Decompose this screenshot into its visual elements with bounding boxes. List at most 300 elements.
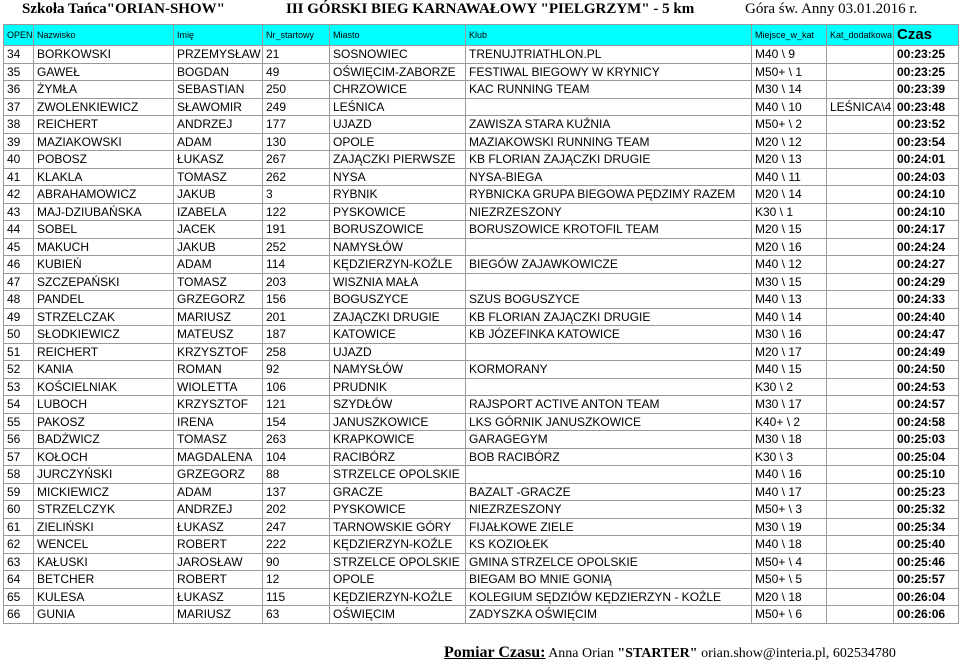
cell-open: 57: [4, 448, 34, 466]
cell-miejsce-w-kat: K30 \ 1: [752, 203, 827, 221]
cell-miasto: BORUSZOWICE: [330, 221, 466, 239]
cell-nazwisko: KANIA: [34, 361, 174, 379]
cell-nazwisko: GUNIA: [34, 606, 174, 624]
cell-miasto: STRZELCE OPOLSKIE: [330, 466, 466, 484]
cell-nazwisko: BETCHER: [34, 571, 174, 589]
cell-nr-startowy: 121: [263, 396, 330, 414]
cell-nr-startowy: 3: [263, 186, 330, 204]
cell-klub: ZAWISZA STARA KUŹNIA: [466, 116, 752, 134]
cell-miasto: NAMYSŁÓW: [330, 238, 466, 256]
cell-nr-startowy: 249: [263, 98, 330, 116]
cell-miasto: GRACZE: [330, 483, 466, 501]
cell-klub: MAZIAKOWSKI RUNNING TEAM: [466, 133, 752, 151]
table-row: [4, 553, 959, 571]
cell-czas: 00:24:03: [894, 168, 959, 186]
cell-kat-dodatkowa: [827, 63, 894, 81]
table-row: [4, 273, 959, 291]
cell-czas: 00:24:10: [894, 203, 959, 221]
cell-nr-startowy: 250: [263, 81, 330, 99]
cell-miejsce-w-kat: K30 \ 2: [752, 378, 827, 396]
cell-miejsce-w-kat: M40 \ 17: [752, 483, 827, 501]
cell-czas: 00:24:40: [894, 308, 959, 326]
column-header-klub: Klub: [466, 25, 752, 46]
cell-miasto: KRAPKOWICE: [330, 431, 466, 449]
cell-czas: 00:24:27: [894, 256, 959, 274]
column-header-open: OPEN: [4, 25, 34, 46]
table-row: [4, 571, 959, 589]
cell-klub: KORMORANY: [466, 361, 752, 379]
table-row: [4, 46, 959, 64]
cell-miejsce-w-kat: M30 \ 14: [752, 81, 827, 99]
cell-klub: [466, 378, 752, 396]
cell-miejsce-w-kat: K40+ \ 2: [752, 413, 827, 431]
cell-kat-dodatkowa: [827, 273, 894, 291]
cell-nr-startowy: 137: [263, 483, 330, 501]
cell-open: 59: [4, 483, 34, 501]
cell-nr-startowy: 92: [263, 361, 330, 379]
cell-open: 52: [4, 361, 34, 379]
cell-miasto: STRZELCE OPOLSKIE: [330, 553, 466, 571]
cell-imie: KRZYSZTOF: [174, 343, 263, 361]
column-header-miasto: Miasto: [330, 25, 466, 46]
cell-klub: BORUSZOWICE KROTOFIL TEAM: [466, 221, 752, 239]
table-row: [4, 413, 959, 431]
cell-open: 43: [4, 203, 34, 221]
cell-imie: SŁAWOMIR: [174, 98, 263, 116]
cell-nr-startowy: 252: [263, 238, 330, 256]
cell-open: 48: [4, 291, 34, 309]
school-name: Szkoła Tańca"ORIAN-SHOW": [22, 1, 225, 17]
cell-kat-dodatkowa: [827, 46, 894, 64]
cell-kat-dodatkowa: [827, 413, 894, 431]
cell-klub: FESTIWAL BIEGOWY W KRYNICY: [466, 63, 752, 81]
cell-klub: BAZALT -GRACZE: [466, 483, 752, 501]
cell-kat-dodatkowa: [827, 553, 894, 571]
cell-czas: 00:25:04: [894, 448, 959, 466]
cell-open: 56: [4, 431, 34, 449]
cell-miasto: CHRZOWICE: [330, 81, 466, 99]
cell-miasto: NYSA: [330, 168, 466, 186]
cell-miasto: RYBNIK: [330, 186, 466, 204]
cell-open: 47: [4, 273, 34, 291]
cell-nazwisko: REICHERT: [34, 116, 174, 134]
cell-klub: RAJSPORT ACTIVE ANTON TEAM: [466, 396, 752, 414]
cell-nazwisko: JURCZYŃSKI: [34, 466, 174, 484]
cell-open: 34: [4, 46, 34, 64]
cell-miasto: RACIBÓRZ: [330, 448, 466, 466]
timing-name: Anna Orian: [545, 646, 618, 661]
cell-nazwisko: REICHERT: [34, 343, 174, 361]
cell-imie: TOMASZ: [174, 273, 263, 291]
cell-nazwisko: MAZIAKOWSKI: [34, 133, 174, 151]
cell-imie: ANDRZEJ: [174, 116, 263, 134]
table-row: [4, 291, 959, 309]
table-row: [4, 116, 959, 134]
cell-klub: KAC RUNNING TEAM: [466, 81, 752, 99]
table-row: [4, 588, 959, 606]
cell-kat-dodatkowa: [827, 588, 894, 606]
cell-imie: ANDRZEJ: [174, 501, 263, 519]
cell-imie: JAROSŁAW: [174, 553, 263, 571]
cell-nazwisko: BORKOWSKI: [34, 46, 174, 64]
cell-open: 66: [4, 606, 34, 624]
cell-miasto: KĘDZIERZYN-KOŹLE: [330, 588, 466, 606]
cell-open: 46: [4, 256, 34, 274]
cell-czas: 00:26:04: [894, 588, 959, 606]
cell-nr-startowy: 106: [263, 378, 330, 396]
cell-open: 55: [4, 413, 34, 431]
cell-kat-dodatkowa: [827, 81, 894, 99]
cell-kat-dodatkowa: [827, 378, 894, 396]
place-and-date: Góra św. Anny 03.01.2016 r.: [745, 1, 918, 17]
cell-czas: 00:24:01: [894, 151, 959, 169]
cell-open: 65: [4, 588, 34, 606]
table-row: [4, 536, 959, 554]
cell-nr-startowy: 21: [263, 46, 330, 64]
table-row: [4, 256, 959, 274]
cell-kat-dodatkowa: [827, 483, 894, 501]
cell-nr-startowy: 156: [263, 291, 330, 309]
cell-open: 64: [4, 571, 34, 589]
cell-imie: MARIUSZ: [174, 308, 263, 326]
table-row: [4, 431, 959, 449]
cell-imie: TOMASZ: [174, 431, 263, 449]
timing-label: Pomiar Czasu:: [444, 644, 546, 661]
cell-miejsce-w-kat: M30 \ 18: [752, 431, 827, 449]
cell-miejsce-w-kat: M40 \ 16: [752, 466, 827, 484]
cell-imie: ADAM: [174, 133, 263, 151]
cell-kat-dodatkowa: [827, 326, 894, 344]
cell-czas: 00:25:57: [894, 571, 959, 589]
cell-open: 58: [4, 466, 34, 484]
cell-open: 51: [4, 343, 34, 361]
cell-open: 62: [4, 536, 34, 554]
cell-czas: 00:24:47: [894, 326, 959, 344]
cell-klub: ZADYSZKA OŚWIĘCIM: [466, 606, 752, 624]
event-title: III GÓRSKI BIEG KARNAWAŁOWY "PIELGRZYM" - 5 km: [286, 1, 695, 17]
table-row: [4, 186, 959, 204]
cell-miasto: OŚWIĘCIM: [330, 606, 466, 624]
cell-czas: 00:24:29: [894, 273, 959, 291]
cell-imie: GRZEGORZ: [174, 466, 263, 484]
table-row: [4, 168, 959, 186]
cell-miasto: OŚWIĘCIM-ZABORZE: [330, 63, 466, 81]
cell-czas: 00:23:48: [894, 98, 959, 116]
cell-czas: 00:24:10: [894, 186, 959, 204]
cell-kat-dodatkowa: [827, 133, 894, 151]
cell-open: 39: [4, 133, 34, 151]
cell-nr-startowy: 263: [263, 431, 330, 449]
cell-nr-startowy: 12: [263, 571, 330, 589]
cell-klub: KOLEGIUM SĘDZIÓW KĘDZIERZYN - KOŹLE: [466, 588, 752, 606]
cell-kat-dodatkowa: [827, 256, 894, 274]
cell-open: 38: [4, 116, 34, 134]
cell-imie: MAGDALENA: [174, 448, 263, 466]
cell-miejsce-w-kat: M40 \ 13: [752, 291, 827, 309]
cell-nr-startowy: 90: [263, 553, 330, 571]
cell-miasto: UJAZD: [330, 343, 466, 361]
table-row: [4, 483, 959, 501]
cell-miejsce-w-kat: M20 \ 15: [752, 221, 827, 239]
timing-contact: orian.show@interia.pl, 602534780: [697, 646, 896, 661]
cell-nazwisko: ZIELIŃSKI: [34, 518, 174, 536]
cell-imie: ŁUKASZ: [174, 588, 263, 606]
cell-miejsce-w-kat: M40 \ 15: [752, 361, 827, 379]
cell-open: 41: [4, 168, 34, 186]
table-row: [4, 518, 959, 536]
cell-imie: JACEK: [174, 221, 263, 239]
cell-klub: NIEZRZESZONY: [466, 203, 752, 221]
cell-imie: IRENA: [174, 413, 263, 431]
table-row: [4, 326, 959, 344]
cell-nazwisko: MAJ-DZIUBAŃSKA: [34, 203, 174, 221]
cell-imie: ŁUKASZ: [174, 151, 263, 169]
cell-nr-startowy: 177: [263, 116, 330, 134]
cell-czas: 00:24:50: [894, 361, 959, 379]
cell-miejsce-w-kat: M40 \ 9: [752, 46, 827, 64]
table-row: [4, 308, 959, 326]
table-row: [4, 133, 959, 151]
cell-klub: FIJAŁKOWE ZIELE: [466, 518, 752, 536]
cell-miejsce-w-kat: M40 \ 18: [752, 536, 827, 554]
cell-imie: ROBERT: [174, 536, 263, 554]
cell-open: 53: [4, 378, 34, 396]
cell-nazwisko: KUBIEŃ: [34, 256, 174, 274]
cell-imie: TOMASZ: [174, 168, 263, 186]
cell-czas: 00:24:24: [894, 238, 959, 256]
cell-miasto: PYSKOWICE: [330, 501, 466, 519]
cell-nazwisko: MAKUCH: [34, 238, 174, 256]
cell-nazwisko: SOBEL: [34, 221, 174, 239]
cell-miejsce-w-kat: M30 \ 15: [752, 273, 827, 291]
cell-klub: NIEZRZESZONY: [466, 501, 752, 519]
cell-czas: 00:25:40: [894, 536, 959, 554]
cell-kat-dodatkowa: [827, 308, 894, 326]
cell-miasto: LEŚNICA: [330, 98, 466, 116]
cell-klub: TRENUJTRIATHLON.PL: [466, 46, 752, 64]
column-header-kat-dodatkowa: Kat_dodatkowa: [827, 25, 894, 46]
cell-open: 49: [4, 308, 34, 326]
cell-imie: KRZYSZTOF: [174, 396, 263, 414]
cell-nr-startowy: 114: [263, 256, 330, 274]
cell-miejsce-w-kat: M40 \ 14: [752, 308, 827, 326]
table-row: [4, 501, 959, 519]
cell-miasto: KĘDZIERZYN-KOŹLE: [330, 256, 466, 274]
cell-nr-startowy: 122: [263, 203, 330, 221]
cell-nazwisko: KULESA: [34, 588, 174, 606]
cell-open: 50: [4, 326, 34, 344]
cell-miejsce-w-kat: M50+ \ 3: [752, 501, 827, 519]
cell-nazwisko: STRZELCZYK: [34, 501, 174, 519]
cell-nazwisko: SŁODKIEWICZ: [34, 326, 174, 344]
column-header-nazwisko: Nazwisko: [34, 25, 174, 46]
cell-miejsce-w-kat: M40 \ 10: [752, 98, 827, 116]
cell-miasto: BOGUSZYCE: [330, 291, 466, 309]
cell-nr-startowy: 222: [263, 536, 330, 554]
table-row: [4, 81, 959, 99]
cell-czas: 00:25:46: [894, 553, 959, 571]
cell-miejsce-w-kat: M20 \ 13: [752, 151, 827, 169]
table-row: [4, 221, 959, 239]
cell-czas: 00:25:03: [894, 431, 959, 449]
cell-czas: 00:23:25: [894, 63, 959, 81]
cell-nazwisko: ZWOLENKIEWICZ: [34, 98, 174, 116]
cell-kat-dodatkowa: [827, 396, 894, 414]
cell-miasto: OPOLE: [330, 571, 466, 589]
cell-klub: BOB RACIBÓRZ: [466, 448, 752, 466]
cell-kat-dodatkowa: [827, 186, 894, 204]
cell-czas: 00:25:10: [894, 466, 959, 484]
cell-imie: WIOLETTA: [174, 378, 263, 396]
cell-miejsce-w-kat: M30 \ 16: [752, 326, 827, 344]
cell-kat-dodatkowa: [827, 571, 894, 589]
cell-miejsce-w-kat: M30 \ 17: [752, 396, 827, 414]
table-row: [4, 203, 959, 221]
cell-kat-dodatkowa: [827, 518, 894, 536]
cell-miejsce-w-kat: M20 \ 16: [752, 238, 827, 256]
cell-nr-startowy: 201: [263, 308, 330, 326]
cell-miejsce-w-kat: M40 \ 11: [752, 168, 827, 186]
cell-imie: ROBERT: [174, 571, 263, 589]
cell-czas: 00:24:17: [894, 221, 959, 239]
cell-czas: 00:24:53: [894, 378, 959, 396]
cell-nr-startowy: 63: [263, 606, 330, 624]
cell-nr-startowy: 203: [263, 273, 330, 291]
table-row: [4, 396, 959, 414]
cell-open: 44: [4, 221, 34, 239]
cell-czas: 00:24:58: [894, 413, 959, 431]
cell-nr-startowy: 262: [263, 168, 330, 186]
cell-imie: ŁUKASZ: [174, 518, 263, 536]
cell-kat-dodatkowa: [827, 151, 894, 169]
cell-miasto: WISZNIA MAŁA: [330, 273, 466, 291]
cell-nr-startowy: 247: [263, 518, 330, 536]
cell-miasto: KĘDZIERZYN-KOŹLE: [330, 536, 466, 554]
cell-kat-dodatkowa: [827, 501, 894, 519]
cell-open: 35: [4, 63, 34, 81]
cell-klub: BIEGÓW ZAJAWKOWICZE: [466, 256, 752, 274]
cell-open: 60: [4, 501, 34, 519]
cell-kat-dodatkowa: [827, 361, 894, 379]
cell-imie: JAKUB: [174, 186, 263, 204]
timing-footer: [444, 644, 896, 662]
cell-miasto: UJAZD: [330, 116, 466, 134]
cell-miejsce-w-kat: M40 \ 12: [752, 256, 827, 274]
cell-kat-dodatkowa: [827, 291, 894, 309]
cell-imie: BOGDAN: [174, 63, 263, 81]
cell-miasto: SZYDŁÓW: [330, 396, 466, 414]
cell-miasto: SOSNOWIEC: [330, 46, 466, 64]
cell-miasto: JANUSZKOWICE: [330, 413, 466, 431]
cell-czas: 00:24:33: [894, 291, 959, 309]
cell-klub: [466, 273, 752, 291]
cell-open: 40: [4, 151, 34, 169]
cell-open: 36: [4, 81, 34, 99]
cell-miejsce-w-kat: M30 \ 19: [752, 518, 827, 536]
cell-nazwisko: STRZELCZAK: [34, 308, 174, 326]
cell-miejsce-w-kat: M20 \ 17: [752, 343, 827, 361]
cell-open: 63: [4, 553, 34, 571]
cell-klub: KB JÓZEFINKA KATOWICE: [466, 326, 752, 344]
cell-miejsce-w-kat: M20 \ 12: [752, 133, 827, 151]
cell-nazwisko: PAKOSZ: [34, 413, 174, 431]
cell-czas: 00:25:34: [894, 518, 959, 536]
column-header-miejsce-w-kat: Miejsce_w_kat: [752, 25, 827, 46]
cell-nazwisko: SZCZEPAŃSKI: [34, 273, 174, 291]
cell-imie: PRZEMYSŁAW: [174, 46, 263, 64]
cell-nr-startowy: 154: [263, 413, 330, 431]
table-row: [4, 98, 959, 116]
cell-czas: 00:23:39: [894, 81, 959, 99]
cell-imie: ROMAN: [174, 361, 263, 379]
cell-klub: [466, 466, 752, 484]
cell-miejsce-w-kat: M50+ \ 1: [752, 63, 827, 81]
cell-nazwisko: KAŁUSKI: [34, 553, 174, 571]
cell-nazwisko: WENCEL: [34, 536, 174, 554]
cell-klub: GARAGEGYM: [466, 431, 752, 449]
cell-miasto: PYSKOWICE: [330, 203, 466, 221]
results-body: [4, 46, 959, 624]
cell-klub: [466, 343, 752, 361]
cell-nr-startowy: 130: [263, 133, 330, 151]
cell-miasto: OPOLE: [330, 133, 466, 151]
cell-miejsce-w-kat: M20 \ 18: [752, 588, 827, 606]
cell-imie: MATEUSZ: [174, 326, 263, 344]
cell-nr-startowy: 202: [263, 501, 330, 519]
cell-klub: LKS GÓRNIK JANUSZKOWICE: [466, 413, 752, 431]
document-title-row: [0, 0, 959, 22]
cell-nazwisko: KLAKLA: [34, 168, 174, 186]
cell-nazwisko: POBOSZ: [34, 151, 174, 169]
table-row: [4, 378, 959, 396]
column-header-czas: Czas: [894, 25, 959, 46]
cell-kat-dodatkowa: LEŚNICA\4: [827, 98, 894, 116]
table-row: [4, 151, 959, 169]
cell-miejsce-w-kat: M20 \ 14: [752, 186, 827, 204]
cell-imie: SEBASTIAN: [174, 81, 263, 99]
cell-klub: BIEGAM BO MNIE GONIĄ: [466, 571, 752, 589]
cell-klub: KS KOZIOŁEK: [466, 536, 752, 554]
timing-company: "STARTER": [617, 646, 698, 661]
cell-klub: KB FLORIAN ZAJĄCZKI DRUGIE: [466, 151, 752, 169]
cell-miasto: NAMYSŁÓW: [330, 361, 466, 379]
cell-nr-startowy: 191: [263, 221, 330, 239]
cell-nazwisko: MICKIEWICZ: [34, 483, 174, 501]
cell-kat-dodatkowa: [827, 238, 894, 256]
cell-kat-dodatkowa: [827, 431, 894, 449]
cell-nazwisko: KOŁOCH: [34, 448, 174, 466]
cell-miejsce-w-kat: K30 \ 3: [752, 448, 827, 466]
cell-czas: 00:23:25: [894, 46, 959, 64]
cell-open: 54: [4, 396, 34, 414]
cell-kat-dodatkowa: [827, 343, 894, 361]
cell-nr-startowy: 187: [263, 326, 330, 344]
table-row: [4, 466, 959, 484]
cell-kat-dodatkowa: [827, 203, 894, 221]
cell-nazwisko: KOŚCIELNIAK: [34, 378, 174, 396]
cell-nr-startowy: 49: [263, 63, 330, 81]
cell-czas: 00:23:54: [894, 133, 959, 151]
cell-miasto: ZAJĄCZKI PIERWSZE: [330, 151, 466, 169]
cell-czas: 00:23:52: [894, 116, 959, 134]
table-row: [4, 606, 959, 624]
cell-nazwisko: ŻYMŁA: [34, 81, 174, 99]
cell-klub: GMINA STRZELCE OPOLSKIE: [466, 553, 752, 571]
cell-open: 37: [4, 98, 34, 116]
cell-czas: 00:24:49: [894, 343, 959, 361]
cell-nr-startowy: 88: [263, 466, 330, 484]
cell-nazwisko: ABRAHAMOWICZ: [34, 186, 174, 204]
